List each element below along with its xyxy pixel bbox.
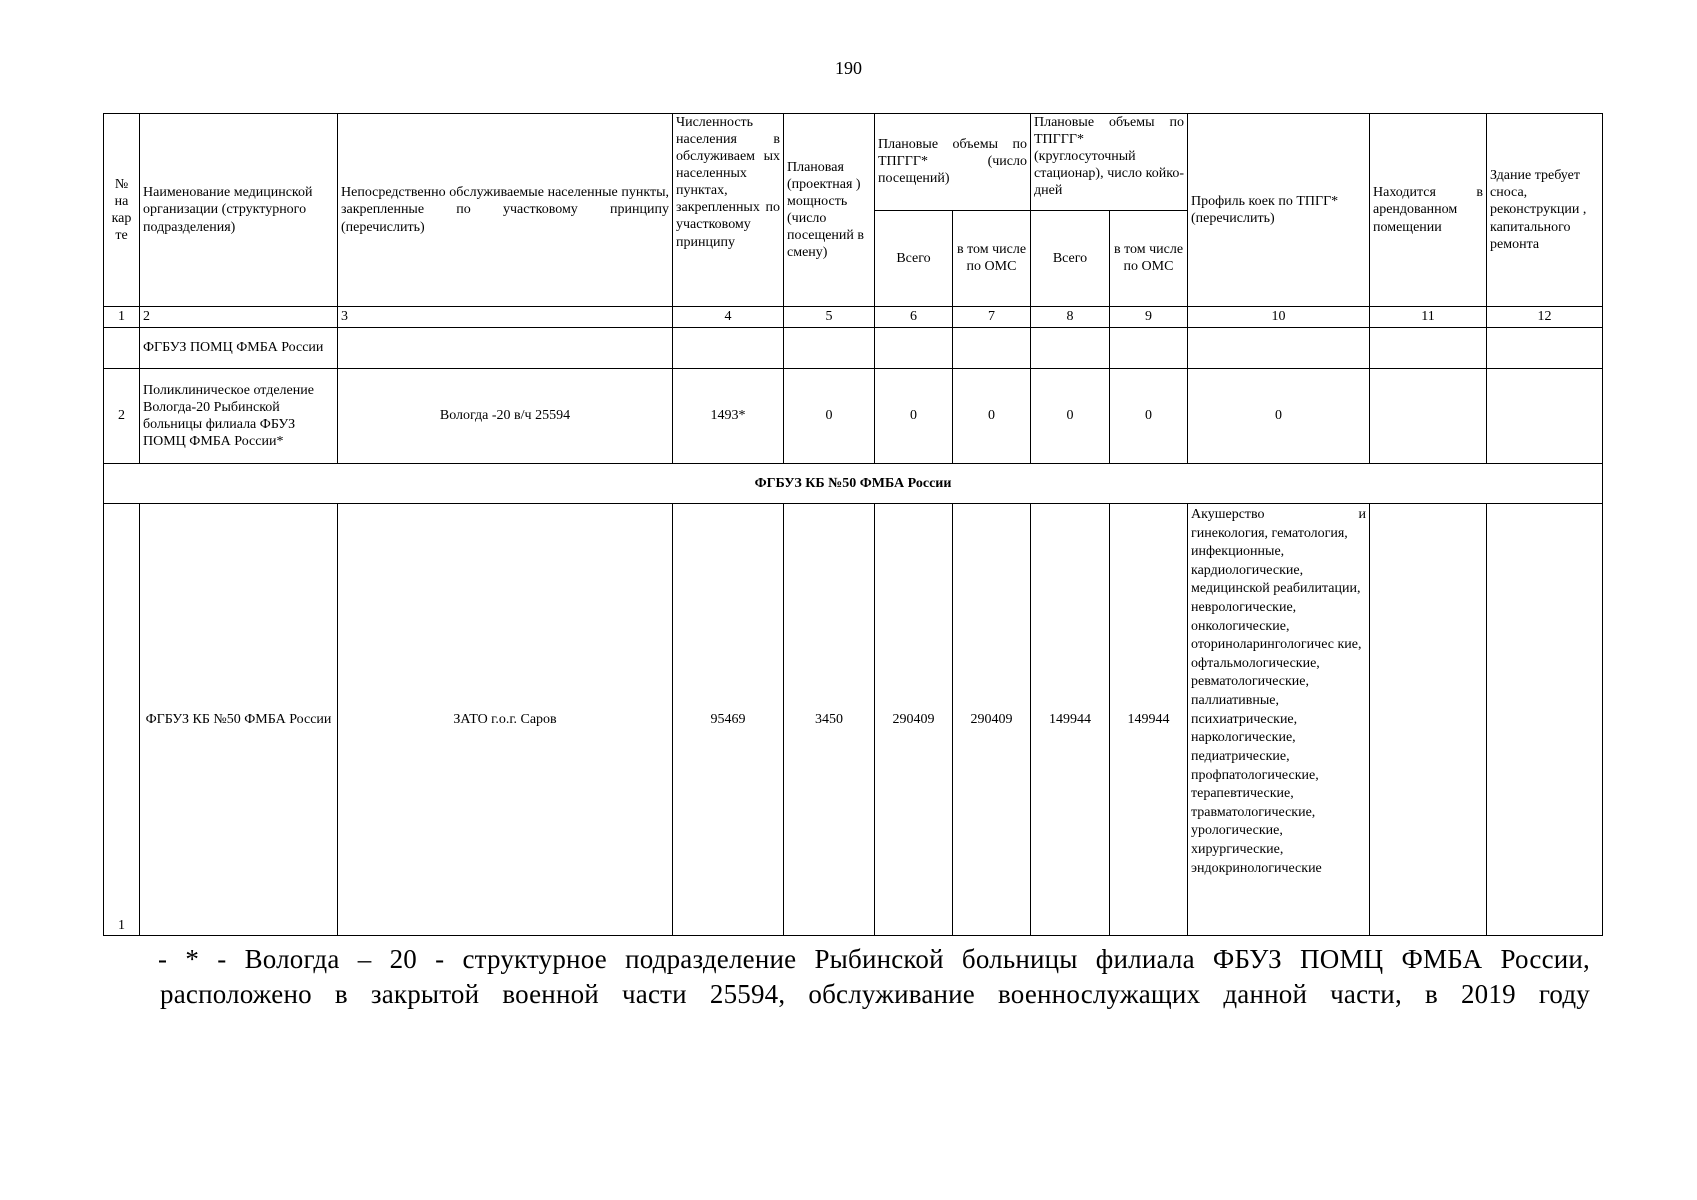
table-header-row bbox=[104, 114, 1603, 211]
settlements-value: Вологда -20 в/ч 25594 bbox=[338, 369, 673, 464]
bed-profile-first-line: Акушерство и bbox=[1191, 507, 1366, 522]
header-demolition: Здание требует сноса, реконструкции , капитального ремонта bbox=[1487, 114, 1603, 307]
header-rented: Находится в арендованном помещении bbox=[1370, 114, 1487, 307]
header-map-number: № на кар те bbox=[104, 114, 140, 307]
empty-cell bbox=[1370, 504, 1487, 936]
empty-cell bbox=[1487, 369, 1603, 464]
column-number: 3 bbox=[338, 307, 673, 328]
header-visits-group: Плановые объемы по ТПГГГ* (число посещений) bbox=[875, 114, 1031, 211]
column-number: 12 bbox=[1487, 307, 1603, 328]
footnote bbox=[160, 942, 1590, 1012]
header-org-name: Наименование медицинской организации (структурного подразделения) bbox=[140, 114, 338, 307]
header-visits-oms: в том числе по ОМС bbox=[953, 210, 1031, 307]
header-capacity: Плановая (проектная ) мощность (число посещений в смену) bbox=[784, 114, 875, 307]
page-number-text: 190 bbox=[835, 58, 862, 78]
empty-cell bbox=[1370, 328, 1487, 369]
visits-total-value: 0 bbox=[875, 369, 953, 464]
section-title: ФГБУЗ КБ №50 ФМБА России bbox=[104, 464, 1603, 504]
column-numbers-row bbox=[104, 307, 1603, 328]
beddays-total-value: 0 bbox=[1031, 369, 1110, 464]
page-number bbox=[0, 58, 1697, 79]
column-number: 7 bbox=[953, 307, 1031, 328]
settlements-value: ЗАТО г.о.г. Саров bbox=[338, 504, 673, 936]
beddays-oms-value: 0 bbox=[1110, 369, 1188, 464]
header-visits-total: Всего bbox=[875, 210, 953, 307]
bed-profile-list bbox=[1188, 504, 1370, 936]
empty-cell bbox=[1110, 328, 1188, 369]
header-settlements: Непосредственно обслуживаемые населенные пункты, закрепленные по участковому принципу (перечислить) bbox=[338, 114, 673, 307]
visits-total-value: 290409 bbox=[875, 504, 953, 936]
header-beddays-oms: в том числе по ОМС bbox=[1110, 210, 1188, 307]
empty-cell bbox=[1487, 504, 1603, 936]
header-bed-profile: Профиль коек по ТПГГ* (перечислить) bbox=[1188, 114, 1370, 307]
unit-name: ФГБУЗ КБ №50 ФМБА России bbox=[140, 504, 338, 936]
column-number: 6 bbox=[875, 307, 953, 328]
capacity-value: 3450 bbox=[784, 504, 875, 936]
beddays-total-value: 149944 bbox=[1031, 504, 1110, 936]
bed-profile-value: 0 bbox=[1188, 369, 1370, 464]
empty-cell bbox=[875, 328, 953, 369]
column-number: 5 bbox=[784, 307, 875, 328]
empty-cell bbox=[104, 328, 140, 369]
empty-cell bbox=[673, 328, 784, 369]
unit-name: Поликлиническое отделение Вологда-20 Рыбинской больницы филиала ФБУЗ ПОМЦ ФМБА России* bbox=[140, 369, 338, 464]
empty-cell bbox=[338, 328, 673, 369]
empty-cell bbox=[784, 328, 875, 369]
column-number: 11 bbox=[1370, 307, 1487, 328]
table-row bbox=[104, 369, 1603, 464]
capacity-value: 0 bbox=[784, 369, 875, 464]
column-number: 4 bbox=[673, 307, 784, 328]
empty-cell bbox=[1031, 328, 1110, 369]
empty-cell bbox=[953, 328, 1031, 369]
column-number: 2 bbox=[140, 307, 338, 328]
table-row bbox=[104, 328, 1603, 369]
population-value: 95469 bbox=[673, 504, 784, 936]
header-beddays-group: Плановые объемы по ТПГГГ* (круглосуточный стационар), число койко-дней bbox=[1031, 114, 1188, 211]
column-number: 8 bbox=[1031, 307, 1110, 328]
org-name: ФГБУЗ ПОМЦ ФМБА России bbox=[140, 328, 338, 369]
beddays-oms-value: 149944 bbox=[1110, 504, 1188, 936]
medical-organizations-table bbox=[103, 113, 1603, 936]
empty-cell bbox=[1188, 328, 1370, 369]
footnote-line-2: расположено в закрытой военной части 25594, обслуживание военнослужащих данной части, в 2019 году bbox=[160, 979, 1590, 1009]
header-beddays-total: Всего bbox=[1031, 210, 1110, 307]
population-value: 1493* bbox=[673, 369, 784, 464]
row-number: 1 bbox=[104, 504, 140, 936]
footnote-line-1: - * - Вологда – 20 - структурное подразделение Рыбинской больницы филиала ФБУЗ ПОМЦ ФМБА России, bbox=[158, 944, 1590, 974]
column-number: 9 bbox=[1110, 307, 1188, 328]
empty-cell bbox=[1487, 328, 1603, 369]
section-header-row bbox=[104, 464, 1603, 504]
table-row bbox=[104, 504, 1603, 936]
header-population: Численность населения в обслуживаем ых населенных пунктах, закрепленных по участковому принципу bbox=[673, 114, 784, 307]
column-number: 10 bbox=[1188, 307, 1370, 328]
visits-oms-value: 0 bbox=[953, 369, 1031, 464]
row-number: 2 bbox=[104, 369, 140, 464]
empty-cell bbox=[1370, 369, 1487, 464]
bed-profile-rest: гинекология, гематология, инфекционные, кардиологические, медицинской реабилитации, неврологические, онкологические, оториноларингологичес кие, офтальмологические, ревматологические, паллиативные, психиатрические, наркологические, педиатрические, профпатологические, терапевтические, травматологические, урологические, хирургические, эндокринологические bbox=[1191, 525, 1362, 876]
column-number: 1 bbox=[104, 307, 140, 328]
visits-oms-value: 290409 bbox=[953, 504, 1031, 936]
